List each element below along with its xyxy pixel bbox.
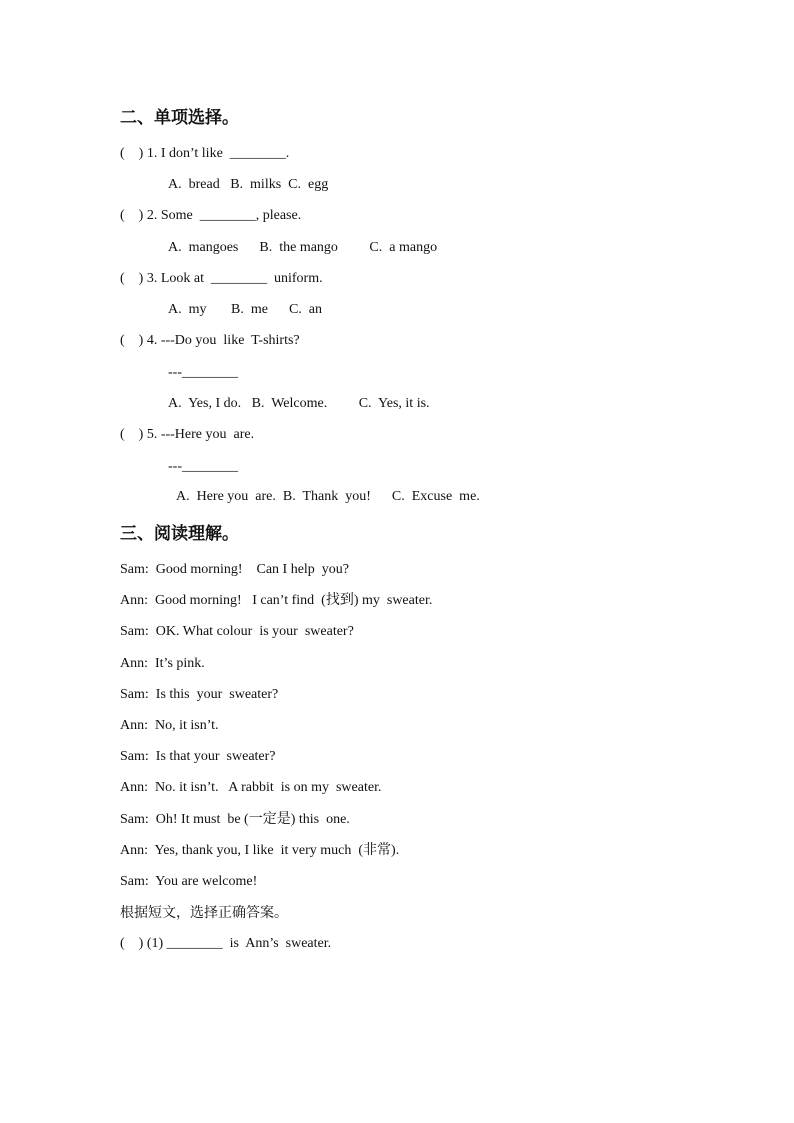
reading-question-1: ( ) (1) ________ is Ann’s sweater. (120, 936, 332, 951)
dialogue-line: Ann: It’s pink. (120, 656, 205, 671)
question-5-options: A. Here you are. B. Thank you! C. Excuse me. (176, 489, 480, 504)
question-2-stem: ( ) 2. Some ________, please. (120, 208, 302, 223)
question-4-answer-blank: ---________ (168, 365, 238, 380)
dialogue-line: Ann: Good morning! I can’t find (找到) my sweater. (120, 593, 433, 608)
question-4-stem: ( ) 4. ---Do you like T-shirts? (120, 333, 300, 348)
dialogue-line: Sam: OK. What colour is your sweater? (120, 624, 354, 639)
dialogue-line: Sam: Is that your sweater? (120, 749, 276, 764)
question-5-stem: ( ) 5. ---Here you are. (120, 427, 255, 442)
question-1-options: A. bread B. milks C. egg (168, 177, 329, 192)
question-4-options: A. Yes, I do. B. Welcome. C. Yes, it is. (168, 396, 430, 411)
dialogue-line: Ann: Yes, thank you, I like it very much (非常). (120, 843, 400, 858)
section-heading-reading: 三、阅读理解。 (120, 524, 239, 544)
dialogue-line: Sam: Is this your sweater? (120, 687, 279, 702)
reading-instruction: 根据短文，选择正确答案。 (120, 905, 288, 921)
question-3-stem: ( ) 3. Look at ________ uniform. (120, 271, 323, 286)
dialogue-line: Sam: Good morning! Can I help you? (120, 562, 350, 577)
question-2-options: A. mangoes B. the mango C. a mango (168, 240, 438, 255)
question-3-options: A. my B. me C. an (168, 302, 322, 317)
section-heading-single-choice: 二、单项选择。 (120, 108, 239, 128)
question-1-stem: ( ) 1. I don’t like ________. (120, 146, 290, 161)
dialogue-line: Sam: Oh! It must be (一定是) this one. (120, 812, 350, 827)
dialogue-line: Ann: No. it isn’t. A rabbit is on my sweater. (120, 780, 382, 795)
dialogue-line: Ann: No, it isn’t. (120, 718, 219, 733)
question-5-answer-blank: ---________ (168, 459, 238, 474)
dialogue-line: Sam: You are welcome! (120, 874, 258, 889)
